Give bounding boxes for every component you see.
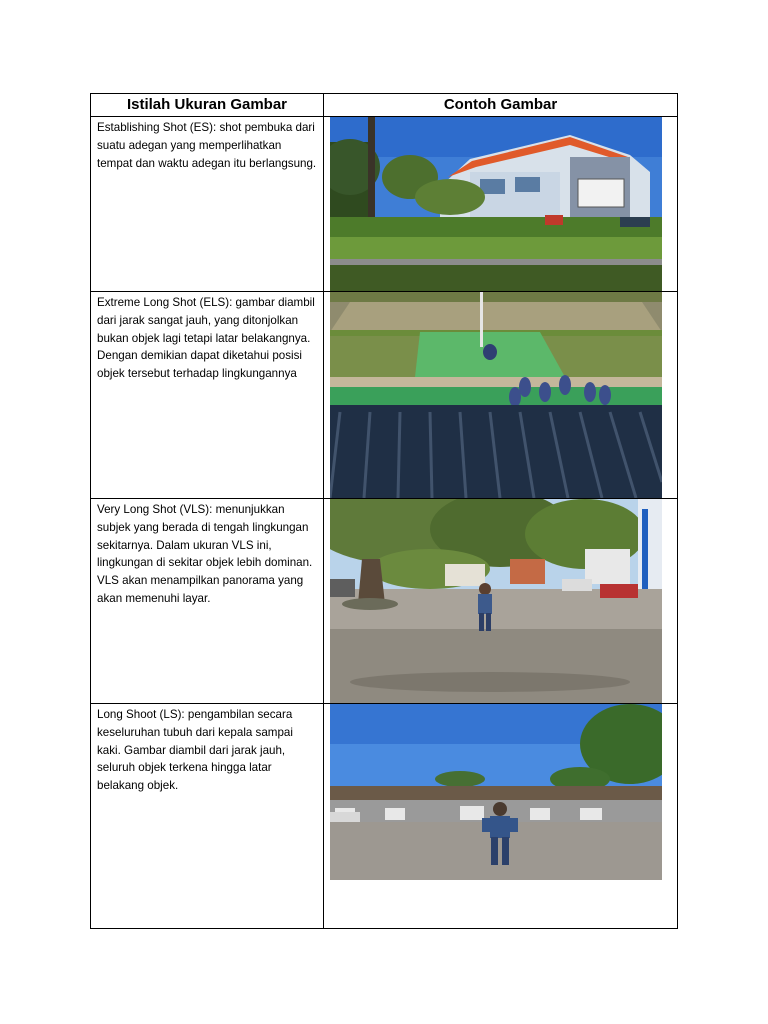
- shot-size-table: [90, 93, 678, 929]
- table-row: [91, 117, 677, 292]
- term-text: menunjukkan subjek yang berada di tengah lingkungan sekitarnya. Dalam ukuran VLS ini, lingkungan di sekitar objek lebih dominan. VLS akan menampilkan panorama yang akan memenuhi layar.: [97, 503, 313, 605]
- row-description: [91, 704, 324, 929]
- term-text: pengambilan secara keseluruhan tubuh dari kepala sampai kaki. Gambar diambil dari jarak jauh, seluruh objek terkena hingga latar belakang objek.: [97, 708, 293, 793]
- term-label: Establishing Shot (ES):: [97, 121, 217, 134]
- term-label: Long Shoot (LS):: [97, 708, 185, 721]
- row-description: [91, 499, 324, 703]
- table-row: [91, 292, 677, 499]
- term-text: shot pembuka dari suatu adegan yang memperlihatkan tempat dan waktu adegan itu berlangsung.: [97, 121, 317, 170]
- example-photo-extreme-long-shot: [330, 292, 662, 498]
- term-label: Very Long Shot (VLS):: [97, 503, 213, 516]
- term-label: Extreme Long Shot (ELS):: [97, 296, 233, 309]
- row-description: [91, 292, 324, 498]
- example-photo-very-long-shot: [330, 499, 662, 703]
- table-row: [91, 704, 677, 929]
- row-description: [91, 117, 324, 291]
- term-text: gambar diambil dari jarak sangat jauh, yang ditonjolkan bukan objek lagi tetapi latar belakangnya. Dengan demikian dapat diketahui posisi objek tersebut terhadap lingkungannya: [97, 296, 315, 381]
- table-row: [91, 499, 677, 704]
- example-photo-establishing-shot: [330, 117, 662, 291]
- example-photo-long-shot: [330, 704, 662, 880]
- header-term-column: Istilah Ukuran Gambar: [91, 94, 324, 117]
- header-example-column: Contoh Gambar: [324, 94, 677, 117]
